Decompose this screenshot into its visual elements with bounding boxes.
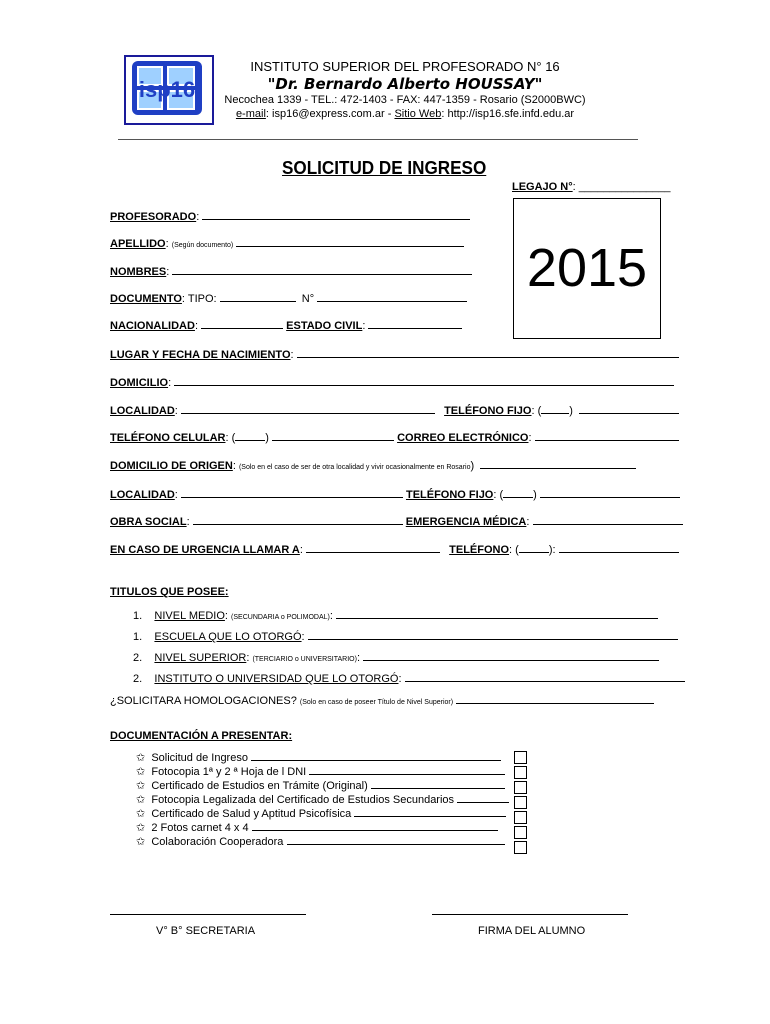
telefono-urgencia-line <box>559 543 679 553</box>
documentacion-heading: DOCUMENTACIÓN A PRESENTAR: <box>110 730 293 742</box>
homologaciones-note: (Solo en caso de poseer Título de Nivel Superior) <box>299 699 454 706</box>
telefono-fijo-origen-area <box>503 488 533 498</box>
doc-item-line <box>252 821 498 831</box>
nacionalidad-field[interactable]: NACIONALIDAD: ESTADO CIVIL: <box>110 319 462 332</box>
apellido-label: APELLIDO <box>110 238 166 250</box>
doc-item-line <box>371 779 505 789</box>
domicilio-origen-line <box>480 459 636 469</box>
homologaciones-label: ¿SOLICITARA HOMOLOGACIONES? <box>110 695 297 707</box>
star-icon: ✩ <box>136 766 146 778</box>
estado-civil-label: ESTADO CIVIL <box>286 320 363 332</box>
lugar-fecha-label: LUGAR Y FECHA DE NACIMIENTO <box>110 349 291 361</box>
lugar-fecha-field[interactable]: LUGAR Y FECHA DE NACIMIENTO: <box>110 348 679 361</box>
telefono-fijo-label: TELÉFONO FIJO <box>444 405 532 417</box>
telefono-fijo-origen-label: TELÉFONO FIJO <box>405 489 494 501</box>
institute-address: Necochea 1339 - TEL.: 472-1403 - FAX: 447-1359 - Rosario (S2000BWC) <box>224 94 586 106</box>
alumno-label: FIRMA DEL ALUMNO <box>478 925 586 937</box>
obra-social-line <box>193 515 403 525</box>
titulo-line <box>308 630 678 640</box>
homologaciones-field[interactable] <box>110 694 654 707</box>
numero-line <box>317 292 467 302</box>
doc-item-line <box>251 751 501 761</box>
doc-checkbox[interactable] <box>514 751 527 764</box>
titulo-label: NIVEL MEDIO <box>154 610 225 622</box>
doc-checkbox[interactable] <box>514 766 527 779</box>
domicilio-origen-note: (Solo en el caso de ser de otra localidad y vivir ocasionalmente en Rosario <box>238 464 471 471</box>
telefono-urgencia-label: TELÉFONO <box>449 544 510 556</box>
nacionalidad-line <box>201 319 283 329</box>
localidad-line <box>181 404 435 414</box>
nombres-line <box>172 265 472 275</box>
web-link[interactable]: http://isp16.sfe.infd.edu.ar <box>447 108 575 120</box>
domicilio-origen-label: DOMICILIO DE ORIGEN <box>110 460 233 472</box>
localidad-origen-line <box>181 488 403 498</box>
signature-line-alumno[interactable] <box>432 914 628 915</box>
apellido-field[interactable]: APELLIDO: (Según documento) <box>110 237 464 250</box>
domicilio-origen-field[interactable]: DOMICILIO DE ORIGEN: (Solo en el caso de ser de otra localidad y vivir ocasionalmente en Rosario) <box>110 459 636 472</box>
tipo-label: TIPO: <box>187 293 220 305</box>
titulo-nivel-medio[interactable]: 1. NIVEL MEDIO: (SECUNDARIA o POLIMODAL): <box>133 609 658 622</box>
doc-checkbox[interactable] <box>514 781 527 794</box>
numero-label: N° <box>301 293 315 305</box>
doc-item[interactable] <box>136 751 501 764</box>
titulo-note: (TERCIARIO o UNIVERSITARIO) <box>252 656 357 663</box>
institute-name: INSTITUTO SUPERIOR DEL PROFESORADO N° 16 <box>250 59 560 74</box>
documento-label: DOCUMENTO <box>110 293 182 305</box>
nacionalidad-label: NACIONALIDAD <box>110 320 195 332</box>
celular-label: TELÉFONO CELULAR <box>110 432 226 444</box>
doc-item-line <box>309 765 505 775</box>
obra-social-label: OBRA SOCIAL <box>110 516 187 528</box>
urgencia-label: EN CASO DE URGENCIA LLAMAR A <box>110 544 300 556</box>
star-icon: ✩ <box>136 794 146 806</box>
correo-line <box>535 431 679 441</box>
apellido-line <box>236 237 464 247</box>
titulo-num: 2. <box>133 652 143 664</box>
signature-line-secretaria[interactable] <box>110 914 306 915</box>
star-icon: ✩ <box>136 780 146 792</box>
star-icon: ✩ <box>136 752 146 764</box>
doc-item-label: Fotocopia 1ª y 2 ª Hoja de l DNI <box>151 766 307 778</box>
legajo-field[interactable]: LEGAJO N°: _______________ <box>512 181 671 193</box>
homologaciones-line <box>456 694 654 704</box>
estado-civil-line <box>368 319 462 329</box>
emergencia-line <box>533 515 683 525</box>
lugar-fecha-line <box>297 348 679 358</box>
doc-checkbox-list <box>514 751 527 856</box>
documento-field[interactable]: DOCUMENTO: TIPO: N° <box>110 292 467 305</box>
localidad-label: LOCALIDAD <box>110 405 175 417</box>
titulo-escuela[interactable]: 1. ESCUELA QUE LO OTORGÓ: <box>133 630 678 643</box>
doc-item[interactable] <box>136 807 506 820</box>
year-value: 2015 <box>526 238 648 298</box>
legajo-label: LEGAJO N° <box>512 181 573 193</box>
telefono-fijo-area <box>541 404 569 414</box>
titulo-label: ESCUELA QUE LO OTORGÓ <box>154 631 302 643</box>
localidad-field[interactable]: LOCALIDAD: TELÉFONO FIJO: ( ) <box>110 404 679 417</box>
correo-label: CORREO ELECTRÓNICO <box>397 432 529 444</box>
doc-item[interactable] <box>136 835 505 848</box>
legajo-value: _______________ <box>578 181 671 193</box>
logo-text: isp16 <box>138 77 196 102</box>
doc-item-label: Fotocopia Legalizada del Certificado de Estudios Secundarios <box>151 794 455 806</box>
celular-line <box>272 431 394 441</box>
doc-checkbox[interactable] <box>514 811 527 824</box>
titulo-line <box>405 672 685 682</box>
titulo-instituto[interactable]: 2. INSTITUTO O UNIVERSIDAD QUE LO OTORGÓ: <box>133 672 685 685</box>
emergencia-label: EMERGENCIA MÉDICA <box>405 516 527 528</box>
star-icon: ✩ <box>136 836 146 848</box>
web-label: Sitio Web <box>394 108 442 120</box>
doc-item[interactable] <box>136 821 498 834</box>
doc-item-line <box>354 807 506 817</box>
profesorado-field[interactable]: PROFESORADO: <box>110 210 470 223</box>
titulo-nivel-superior[interactable]: 2. NIVEL SUPERIOR: (TERCIARIO o UNIVERSITARIO): <box>133 651 659 664</box>
titulo-num: 1. <box>133 610 143 622</box>
doc-item-label: Solicitud de Ingreso <box>151 752 248 764</box>
institute-patron: "Dr. Bernardo Alberto HOUSSAY" <box>267 75 543 93</box>
profesorado-label: PROFESORADO <box>110 211 197 223</box>
star-icon: ✩ <box>136 808 146 820</box>
titulo-num: 1. <box>133 631 143 643</box>
apellido-note: (Según documento) <box>171 242 234 249</box>
doc-item[interactable] <box>136 779 505 792</box>
star-icon: ✩ <box>136 822 146 834</box>
doc-checkbox[interactable] <box>514 841 527 854</box>
domicilio-field[interactable]: DOMICILIO: <box>110 376 674 389</box>
urgencia-line <box>306 543 440 553</box>
page-title: SOLICITUD DE INGRESO <box>282 158 487 178</box>
doc-item-label: Certificado de Estudios en Trámite (Original) <box>151 780 368 792</box>
doc-item-line <box>457 793 509 803</box>
titulo-label: INSTITUTO O UNIVERSIDAD QUE LO OTORGÓ <box>154 673 399 685</box>
doc-item[interactable] <box>136 793 509 806</box>
doc-item-label: Certificado de Salud y Aptitud Psicofísica <box>151 808 352 820</box>
titulo-num: 2. <box>133 673 143 685</box>
celular-field[interactable]: TELÉFONO CELULAR: ( ) CORREO ELECTRÓNICO: <box>110 431 679 444</box>
telefono-fijo-line <box>579 404 679 414</box>
titulo-note: (SECUNDARIA o POLIMODAL) <box>231 614 330 621</box>
profesorado-line <box>202 210 470 220</box>
secretaria-label: V° B° SECRETARIA <box>156 925 256 937</box>
titulo-line <box>336 609 658 619</box>
titulo-line <box>363 651 659 661</box>
header-divider <box>118 139 638 140</box>
nombres-field[interactable]: NOMBRES: <box>110 265 472 278</box>
logo-graphic <box>132 61 202 115</box>
celular-area <box>235 431 265 441</box>
doc-item-label: Colaboración Cooperadora <box>151 836 284 848</box>
email-label: e-mail <box>235 108 266 120</box>
telefono-fijo-origen-line <box>540 488 680 498</box>
obra-social-field[interactable]: OBRA SOCIAL: EMERGENCIA MÉDICA: <box>110 515 683 528</box>
telefono-urgencia-area <box>519 543 549 553</box>
year-box <box>513 198 661 339</box>
nombres-label: NOMBRES <box>110 266 167 278</box>
email-link[interactable]: isp16@express.com.ar <box>272 108 385 120</box>
doc-item[interactable] <box>136 765 505 778</box>
titulos-heading: TITULOS QUE POSEE: <box>110 586 229 598</box>
domicilio-label: DOMICILIO <box>110 377 169 389</box>
urgencia-field[interactable]: EN CASO DE URGENCIA LLAMAR A: TELÉFONO: ( ): <box>110 543 679 556</box>
doc-checkbox[interactable] <box>514 826 527 839</box>
domicilio-line <box>174 376 674 386</box>
localidad-origen-label: LOCALIDAD <box>110 489 175 501</box>
doc-item-line <box>287 835 505 845</box>
doc-item-label: 2 Fotos carnet 4 x 4 <box>151 822 249 834</box>
tipo-line <box>220 292 296 302</box>
institute-contact: e-mail: isp16@express.com.ar - Sitio Web: http://isp16.sfe.infd.edu.ar <box>235 108 575 120</box>
doc-checkbox[interactable] <box>514 796 527 809</box>
titulo-label: NIVEL SUPERIOR <box>154 652 247 664</box>
localidad-origen-field[interactable]: LOCALIDAD: TELÉFONO FIJO: ( ) <box>110 488 680 501</box>
